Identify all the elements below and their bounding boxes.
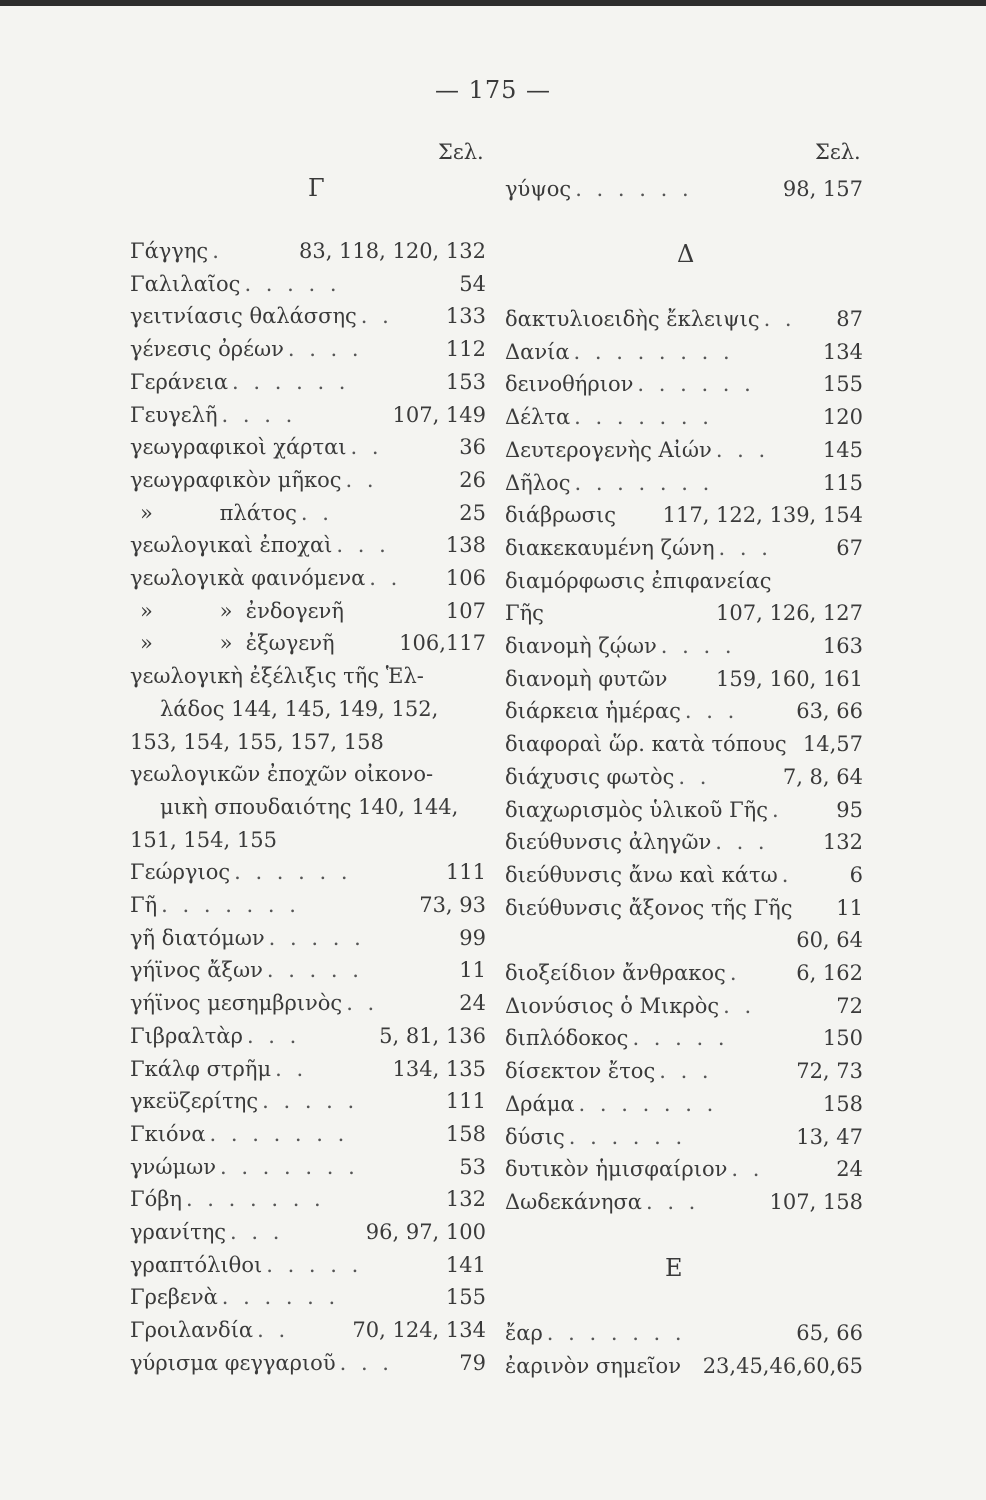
section-letter-delta: Δ <box>677 240 695 268</box>
entry-pages: 163 <box>822 634 863 658</box>
leader-dots: . . <box>731 1157 764 1182</box>
entry-term: γύψος <box>505 177 572 201</box>
leader-dots: . . <box>678 764 711 789</box>
entry-term: ἐαρινὸν σημεῖον <box>505 1353 681 1378</box>
index-entry <box>130 1282 486 1312</box>
index-entry <box>505 991 863 1021</box>
index-entry <box>505 729 863 759</box>
index-entry <box>130 465 486 495</box>
entry-pages: 155 <box>445 1285 486 1310</box>
entry-term: δίσεκτον ἔτος <box>505 1059 656 1084</box>
entry-term: γεωγραφικὸν μῆκος <box>130 467 342 492</box>
leader-dots: . <box>771 797 783 822</box>
leader-dots: . . . . . <box>244 271 341 296</box>
index-entry <box>130 1086 486 1116</box>
index-entry <box>505 925 863 955</box>
index-entry <box>130 628 486 658</box>
leader-dots: . . . <box>230 1220 284 1244</box>
entry-term: διεύθυνσις ἄνω καὶ κάτω <box>505 862 778 887</box>
entry-term: Γευγελῆ <box>130 402 218 427</box>
index-entry <box>130 301 486 331</box>
index-entry <box>130 727 486 757</box>
entry-term: Δράμα <box>505 1091 575 1116</box>
leader-dots: . . . . . . <box>637 372 755 397</box>
leader-dots: . . . . . <box>268 925 365 950</box>
index-entry <box>130 857 486 887</box>
index-entry <box>130 1217 486 1247</box>
index-entry <box>130 661 486 691</box>
index-entry <box>130 530 486 560</box>
entry-term: διαφοραὶ ὥρ. κατὰ τόπους <box>505 732 787 757</box>
entry-pages: 95 <box>836 797 863 822</box>
index-entry <box>505 468 863 498</box>
entry-pages: 117, 122, 139, 154 <box>662 503 863 528</box>
entry-pages: 26 <box>459 467 486 492</box>
entry-term: γειτνίασις θαλάσσης <box>130 304 357 329</box>
entry-pages: 120 <box>822 405 863 430</box>
entry-term: διοξείδιον ἄνθρακος <box>505 961 726 985</box>
entry-term: γήϊνος μεσημβρινὸς <box>130 991 343 1016</box>
leader-dots: . . . . . . <box>234 860 352 885</box>
leader-dots: . . . <box>718 535 772 560</box>
entry-term: 151, 154, 155 <box>130 827 277 852</box>
entry-pages: 150 <box>822 1026 863 1051</box>
entry-term: διάχυσις φωτὸς <box>505 764 675 789</box>
entry-term: Γκάλφ στρῆμ <box>130 1056 272 1081</box>
entry-term: διαμόρφωσις ἐπιφανείας <box>505 568 772 593</box>
entry-term: Δωδεκάνησα <box>505 1189 642 1214</box>
sel-label: Σελ. <box>438 140 484 164</box>
entry-term: δεινοθήριον <box>505 372 634 397</box>
entry-term: Γρεβενὰ <box>130 1285 218 1310</box>
index-entry <box>505 174 863 204</box>
index-entry <box>505 402 863 432</box>
leader-dots: . . <box>345 467 378 492</box>
entry-pages: 13, 47 <box>796 1124 863 1149</box>
leader-dots: . <box>729 961 741 985</box>
index-entry <box>505 1089 863 1119</box>
entry-term: μικὴ σπουδαιότης 140, 144, <box>160 794 459 819</box>
entry-pages: 73, 93 <box>419 893 486 917</box>
leader-dots: . . <box>346 991 379 1016</box>
entry-term: 153, 154, 155, 157, 158 <box>130 729 384 754</box>
leader-dots: . . . . . <box>632 1026 729 1051</box>
entry-term: γῆ διατόμων <box>130 925 265 950</box>
leader-dots: . . . . . . <box>568 1124 687 1149</box>
entry-pages: 7, 8, 64 <box>782 764 863 789</box>
index-entry <box>130 1119 486 1149</box>
entry-pages: 158 <box>822 1091 863 1116</box>
entry-term: διανομὴ φυτῶν <box>505 666 668 691</box>
leader-dots: . . . . <box>287 337 363 362</box>
entry-term: Γεώργιος <box>130 860 231 885</box>
entry-term: διάρκεια ἡμέρας <box>505 699 681 724</box>
index-entry <box>130 236 486 266</box>
leader-dots: . . . . . . . <box>219 1154 359 1179</box>
entry-pages: 111 <box>445 860 486 885</box>
index-entry <box>505 893 863 923</box>
left-column <box>130 140 486 1380</box>
leader-dots: . . . . . . . <box>209 1121 349 1146</box>
entry-term: Δανία <box>505 339 570 364</box>
entry-term: » » ἐνδογενῆ <box>140 598 344 623</box>
entry-term: Γεράνεια <box>130 369 229 394</box>
entry-term: Γῆ <box>130 893 158 917</box>
entry-term: γνώμων <box>130 1154 216 1179</box>
right-column <box>505 140 863 1380</box>
index-entry <box>505 435 863 465</box>
entry-pages: 107 <box>445 598 486 623</box>
leader-dots: . <box>212 239 234 263</box>
entry-pages: 6, 162 <box>796 961 863 985</box>
entry-term: Δέλτα <box>505 405 571 430</box>
leader-dots: . . <box>360 304 393 329</box>
index-entry <box>505 1318 863 1348</box>
leader-dots: . . . . <box>221 402 297 427</box>
index-entry <box>505 1154 863 1184</box>
entry-pages: 112 <box>445 337 486 362</box>
entry-term: λάδος 144, 145, 149, 152, <box>160 696 439 721</box>
index-entry <box>130 432 486 462</box>
entry-pages: 159, 160, 161 <box>716 666 863 691</box>
entry-pages: 87 <box>836 307 863 331</box>
leader-dots: . . . . . <box>262 1089 359 1114</box>
leader-dots: . . . . . <box>266 958 363 983</box>
entry-pages: 155 <box>822 372 863 397</box>
leader-dots: . . <box>300 500 333 525</box>
entry-pages: 132 <box>822 830 863 855</box>
index-entry <box>505 1187 863 1217</box>
leader-dots: . . . <box>659 1059 713 1084</box>
sel-label: Σελ. <box>815 140 861 164</box>
entry-term: Γαλιλαῖος <box>130 271 241 296</box>
leader-dots: . . <box>350 435 383 460</box>
entry-pages: 53 <box>459 1154 486 1179</box>
index-entry <box>505 1122 863 1152</box>
entry-pages: 134, 135 <box>392 1056 486 1081</box>
entry-term: γήϊνος ἄξων <box>130 958 263 983</box>
leader-dots: . . . <box>715 830 769 855</box>
entry-pages: 65, 66 <box>796 1321 863 1345</box>
entry-term: γραπτόλιθοι <box>130 1252 263 1277</box>
entry-pages: 106,117 <box>399 631 486 656</box>
index-entry <box>130 1184 486 1214</box>
entry-pages: 63, 66 <box>796 699 863 724</box>
entry-pages: 138 <box>445 533 486 558</box>
entry-term: γρανίτης <box>130 1220 227 1244</box>
entry-pages: 23,45,46,60,65 <box>702 1353 863 1378</box>
index-entry <box>505 696 863 726</box>
index-entry <box>505 631 863 661</box>
entry-pages: 24 <box>459 991 486 1016</box>
index-entry <box>505 958 863 988</box>
entry-term: διακεκαυμένη ζώνη <box>505 535 715 560</box>
entry-pages: 133 <box>445 304 486 329</box>
section-letter-epsilon: Ε <box>665 1254 683 1282</box>
leader-dots: . . . <box>246 1023 301 1048</box>
entry-pages: 158 <box>445 1121 486 1146</box>
entry-pages: 72 <box>836 993 863 1018</box>
index-entry <box>130 694 486 724</box>
index-entry <box>505 500 863 530</box>
index-entry <box>505 827 863 857</box>
entry-pages: 141 <box>445 1252 486 1277</box>
index-entry <box>130 759 486 789</box>
index-entry <box>505 1351 863 1381</box>
entry-pages: 25 <box>459 500 486 525</box>
entry-term: Γιβραλτὰρ <box>130 1023 243 1048</box>
leader-dots: . . . . <box>660 634 736 658</box>
index-entry <box>130 563 486 593</box>
entry-pages: 60, 64 <box>796 928 863 953</box>
leader-dots: . . . . . . . . <box>573 339 734 364</box>
entry-term: γύρισμα φεγγαριοῦ <box>130 1350 336 1375</box>
leader-dots: . . <box>763 307 796 331</box>
index-entry <box>130 400 486 430</box>
entry-term: γένεσις ὀρέων <box>130 337 284 362</box>
entry-term: Δευτερογενὴς Αἰών <box>505 437 712 462</box>
entry-pages: 6 <box>849 862 863 887</box>
entry-pages: 54 <box>459 271 486 296</box>
section-letter-gamma: Γ <box>308 174 325 202</box>
entry-term: γεωλογικὴ ἐξέλιξις τῆς Ἑλ- <box>130 664 424 689</box>
leader-dots: . . . . . . . <box>574 405 713 430</box>
entry-pages: 11 <box>836 895 863 920</box>
entry-pages: 72, 73 <box>796 1059 863 1084</box>
leader-dots: . . <box>723 993 756 1018</box>
leader-dots: . . . . . . . <box>574 470 714 495</box>
entry-pages: 24 <box>836 1157 863 1182</box>
index-entry <box>130 1054 486 1084</box>
entry-term: γεωλογικῶν ἐποχῶν οἰκονο- <box>130 762 434 787</box>
entry-pages: 99 <box>459 925 486 950</box>
entry-pages: 106 <box>445 566 486 590</box>
entry-pages: 36 <box>459 435 486 460</box>
index-entry <box>505 598 863 628</box>
entry-term: διανομὴ ζῴων <box>505 634 657 658</box>
entry-term: διεύθυνσις ἄξονος τῆς Γῆς <box>505 895 793 920</box>
entry-term: δακτυλιοειδὴς ἔκλειψις <box>505 307 760 331</box>
leader-dots: . . . . . . . <box>161 893 300 917</box>
entry-term: Γροιλανδία <box>130 1318 254 1343</box>
index-entry <box>130 367 486 397</box>
leader-dots: . <box>781 862 793 887</box>
leader-dots: . . . . . . <box>221 1285 340 1310</box>
entry-pages: 11 <box>459 958 486 983</box>
entry-pages: 153 <box>445 369 486 394</box>
entry-term: διπλόδοκος <box>505 1026 629 1051</box>
index-entry <box>505 664 863 694</box>
entry-term: » πλάτος <box>140 500 297 525</box>
index-entry <box>130 269 486 299</box>
entry-term: Γῆς <box>505 601 544 626</box>
entry-pages: 67 <box>836 535 863 560</box>
index-entry <box>130 890 486 920</box>
index-entry <box>505 369 863 399</box>
leader-dots: . . . <box>715 437 770 462</box>
entry-pages: 5, 81, 136 <box>379 1023 486 1048</box>
entry-term: δυτικὸν ἡμισφαίριον <box>505 1157 728 1182</box>
leader-dots: . . . . . . <box>232 369 350 394</box>
entry-pages: 132 <box>445 1187 486 1212</box>
leader-dots: . . . <box>684 699 739 724</box>
entry-term: ἔαρ <box>505 1321 543 1345</box>
entry-pages: 134 <box>822 339 863 364</box>
entry-pages: 111 <box>445 1089 486 1114</box>
entry-pages: 115 <box>822 470 863 495</box>
entry-term: γεωλογικὰ φαινόμενα <box>130 566 366 590</box>
page-number: — 175 — <box>434 76 552 104</box>
index-entry <box>130 955 486 985</box>
leader-dots: . . . <box>339 1350 393 1375</box>
index-entry <box>130 1348 486 1378</box>
entry-term: γκεϋζερίτης <box>130 1089 259 1114</box>
index-entry <box>130 1152 486 1182</box>
entry-pages: 14,57 <box>802 732 863 757</box>
entry-term: διεύθυνσις ἀληγῶν <box>505 830 712 855</box>
index-entry <box>130 334 486 364</box>
leader-dots: . . <box>275 1056 308 1081</box>
entry-pages: 107, 158 <box>769 1189 863 1214</box>
entry-term: γεωλογικαὶ ἐποχαὶ <box>130 533 333 558</box>
index-entry <box>505 860 863 890</box>
index-entry <box>130 988 486 1018</box>
index-entry <box>505 762 863 792</box>
entry-term: διάβρωσις <box>505 503 616 528</box>
index-entry <box>130 1021 486 1051</box>
index-entry <box>130 825 486 855</box>
index-entry <box>505 1056 863 1086</box>
entry-term: διαχωρισμὸς ὑλικοῦ Γῆς <box>505 797 768 822</box>
leader-dots: . . . . . <box>266 1252 363 1277</box>
entry-pages: 96, 97, 100 <box>365 1220 486 1244</box>
index-entry <box>505 337 863 367</box>
index-entry <box>130 596 486 626</box>
entry-term: » » ἐξωγενῆ <box>140 631 335 656</box>
leader-dots: . . <box>257 1318 290 1343</box>
entry-pages: 98, 157 <box>782 177 863 201</box>
entry-pages: 145 <box>822 437 863 462</box>
entry-pages: 70, 124, 134 <box>352 1318 486 1343</box>
entry-term: γεωγραφικοὶ χάρται <box>130 435 347 460</box>
leader-dots: . . . . . . . <box>578 1091 718 1116</box>
entry-pages: 107, 149 <box>392 402 486 427</box>
index-entry <box>130 792 486 822</box>
entry-pages: 79 <box>459 1350 486 1375</box>
entry-term: Διονύσιος ὁ Μικρὸς <box>505 993 720 1018</box>
entry-pages: 83, 118, 120, 132 <box>298 239 486 263</box>
leader-dots: . . . <box>645 1189 700 1214</box>
leader-dots: . . . . . . <box>575 177 693 201</box>
entry-term: Γόβη <box>130 1187 182 1212</box>
index-entry <box>505 795 863 825</box>
leader-dots: . . . <box>336 533 390 558</box>
entry-term: Γάγγης <box>130 239 209 263</box>
index-entry <box>130 1250 486 1280</box>
top-edge-bar <box>0 0 986 6</box>
index-entry <box>130 1315 486 1345</box>
leader-dots: . . . . . . . <box>185 1187 325 1212</box>
index-entry <box>130 498 486 528</box>
entry-term: δύσις <box>505 1124 565 1149</box>
leader-dots: . . <box>369 566 402 590</box>
index-entry <box>505 304 863 334</box>
index-entry <box>505 1023 863 1053</box>
leader-dots: . . . . . . . <box>546 1321 686 1345</box>
entry-pages: 107, 126, 127 <box>716 601 863 626</box>
index-entry <box>505 533 863 563</box>
entry-term: Δῆλος <box>505 470 571 495</box>
entry-term: Γκιόνα <box>130 1121 206 1146</box>
index-entry <box>505 566 863 596</box>
index-entry <box>130 923 486 953</box>
